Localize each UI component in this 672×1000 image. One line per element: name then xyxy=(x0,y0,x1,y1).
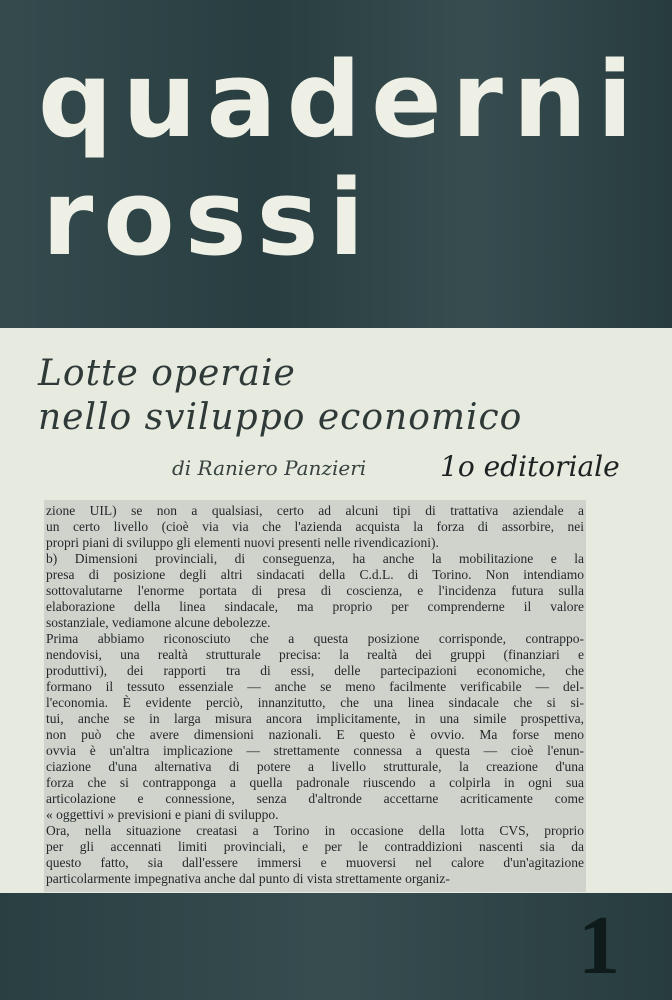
article-line: produttivi), dei rapporti tra di essi, delle partecipazioni economiche, che xyxy=(46,663,584,678)
article-line: ovvia è un'altra implicazione — strettamente connessa a questa — cioè l'enun- xyxy=(46,743,584,758)
article-line: sostanziale, vediamone alcune debolezze. xyxy=(46,615,271,630)
article-line: zione UIL) se non a qualsiasi, certo ad alcuni tipi di trattativa aziendale a xyxy=(46,503,584,518)
article-line: elaborazione della linea sindacale, ma proprio per comprenderne il valore xyxy=(46,599,584,614)
article-line: forza che si contrapponga a quella padronale riuscendo a colpirla in ogni sua xyxy=(46,775,584,790)
article-line: un certo livello (cioè via via che l'azienda acquista la forza di assorbire, nei xyxy=(46,519,584,534)
article-line: particolarmente impegnativa anche dal punto di vista strettamente organiz- xyxy=(46,871,450,886)
article-line: per gli accennati limiti provinciali, e per le contraddizioni nascenti sia da xyxy=(46,839,584,854)
magazine-title-line1: quaderni xyxy=(38,39,643,161)
article-line: Ora, nella situazione creatasi a Torino in occasione della lotta CVS, proprio xyxy=(46,823,584,838)
article-clipping xyxy=(44,500,586,892)
article-line: presa di posizione degli altri sindacati della C.d.L. di Torino. Non intendiamo xyxy=(46,567,584,582)
bottom-band xyxy=(0,893,672,1000)
magazine-title-line2: rossi xyxy=(42,157,375,279)
article-line: questo fatto, sia dall'essere immersi e muoversi nel calore d'un'agitazione xyxy=(46,855,584,870)
article-line: articolazione e connessione, senza d'altronde accettarne acriticamente come xyxy=(46,791,584,806)
subtitle-line1: Lotte operaie xyxy=(38,353,296,394)
article-line: tui, anche se in larga misura ancora implicitamente, in una simile prospettiva, xyxy=(46,711,584,726)
article-line: l'economia. È evidente perciò, innanzitutto, che una linea sindacale che si si- xyxy=(46,695,584,710)
subtitle-line2: nello sviluppo economico xyxy=(38,397,523,438)
author-byline: di Raniero Panzieri xyxy=(172,456,367,480)
article-line: nendovisi, una realtà strutturale precisa: la realtà dei gruppi (finanziari e xyxy=(46,647,584,662)
article-line: non può che avere dimensioni nazionali. E questo è ovvio. Ma forse meno xyxy=(46,727,584,742)
article-line: ciazione d'una alternativa di potere a livello strutturale, la creazione d'una xyxy=(46,759,584,774)
article-line: formano il tessuto essenziale — anche se meno facilmente verificabile — del- xyxy=(46,679,584,694)
article-line: sottovalutarne l'enorme portata di presa di coscienza, e l'incidenza futura sulla xyxy=(46,583,584,598)
article-line: « oggettivi » previsioni e piani di sviluppo. xyxy=(46,807,279,822)
handwritten-note: 1o editoriale xyxy=(440,450,620,483)
issue-number: 1 xyxy=(578,899,620,992)
article-line: b) Dimensioni provinciali, di conseguenza, ha anche la mobilitazione e la xyxy=(46,551,584,566)
article-line: Prima abbiamo riconosciuto che a questa posizione corrisponde, contrappo- xyxy=(46,631,584,646)
article-line: propri piani di sviluppo gli elementi nuovi presenti nelle rivendicazioni). xyxy=(46,535,439,550)
